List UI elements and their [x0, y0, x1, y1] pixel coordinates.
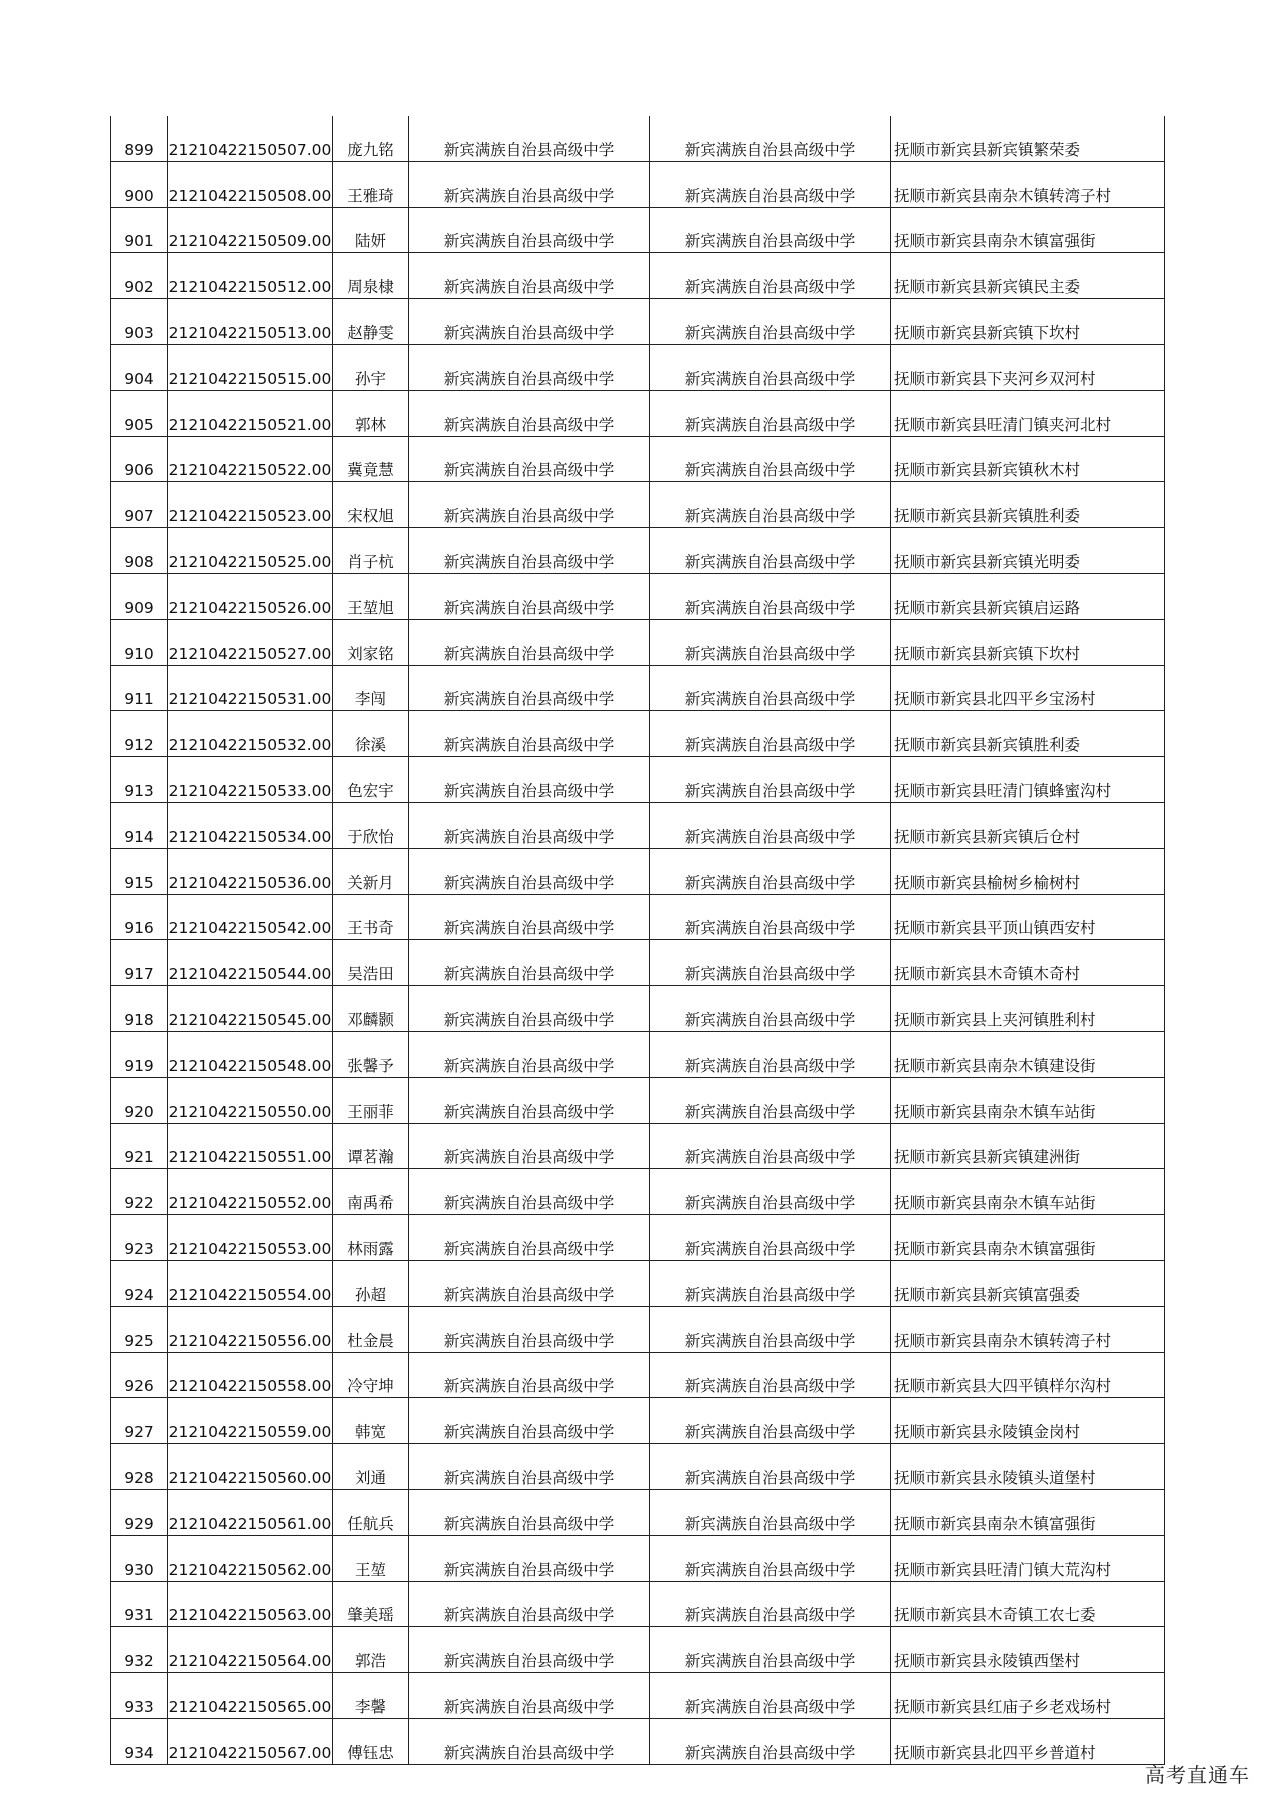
- cell-school: 新宾满族自治县高级中学: [409, 1718, 650, 1764]
- cell-name: 孙超: [333, 1260, 409, 1306]
- cell-exam-id: 21210422150544.00: [168, 940, 333, 986]
- cell-school-2: 新宾满族自治县高级中学: [650, 619, 891, 665]
- cell-seq: 921: [111, 1123, 168, 1169]
- cell-school: 新宾满族自治县高级中学: [409, 1077, 650, 1123]
- table-row: [111, 573, 1165, 619]
- cell-seq: 923: [111, 1215, 168, 1261]
- table-row: [111, 1352, 1165, 1398]
- cell-school-2: 新宾满族自治县高级中学: [650, 1718, 891, 1764]
- cell-name: 王书奇: [333, 894, 409, 940]
- cell-school-2: 新宾满族自治县高级中学: [650, 802, 891, 848]
- cell-name: 张馨予: [333, 1031, 409, 1077]
- table-row: [111, 1718, 1165, 1764]
- table-row: [111, 1306, 1165, 1352]
- cell-school: 新宾满族自治县高级中学: [409, 1673, 650, 1719]
- cell-name: 李馨: [333, 1673, 409, 1719]
- cell-school: 新宾满族自治县高级中学: [409, 1031, 650, 1077]
- cell-school-2: 新宾满族自治县高级中学: [650, 161, 891, 207]
- cell-seq: 928: [111, 1444, 168, 1490]
- cell-address: 抚顺市新宾县南杂木镇建设街: [891, 1031, 1165, 1077]
- cell-school: 新宾满族自治县高级中学: [409, 573, 650, 619]
- cell-name: 傅钰忠: [333, 1718, 409, 1764]
- cell-address: 抚顺市新宾县新宾镇富强委: [891, 1260, 1165, 1306]
- cell-school: 新宾满族自治县高级中学: [409, 986, 650, 1032]
- cell-school-2: 新宾满族自治县高级中学: [650, 1215, 891, 1261]
- cell-seq: 907: [111, 482, 168, 528]
- table-row: [111, 1169, 1165, 1215]
- cell-seq: 934: [111, 1718, 168, 1764]
- cell-school-2: 新宾满族自治县高级中学: [650, 1581, 891, 1627]
- cell-seq: 927: [111, 1398, 168, 1444]
- cell-seq: 926: [111, 1352, 168, 1398]
- cell-seq: 901: [111, 207, 168, 253]
- table-row: [111, 1398, 1165, 1444]
- cell-school-2: 新宾满族自治县高级中学: [650, 436, 891, 482]
- cell-exam-id: 21210422150565.00: [168, 1673, 333, 1719]
- table-row: [111, 1444, 1165, 1490]
- cell-seq: 924: [111, 1260, 168, 1306]
- cell-exam-id: 21210422150545.00: [168, 986, 333, 1032]
- cell-school: 新宾满族自治县高级中学: [409, 1444, 650, 1490]
- cell-exam-id: 21210422150531.00: [168, 665, 333, 711]
- cell-address: 抚顺市新宾县南杂木镇车站街: [891, 1169, 1165, 1215]
- cell-school: 新宾满族自治县高级中学: [409, 1581, 650, 1627]
- cell-school: 新宾满族自治县高级中学: [409, 116, 650, 161]
- cell-school-2: 新宾满族自治县高级中学: [650, 1260, 891, 1306]
- cell-address: 抚顺市新宾县新宾镇民主委: [891, 253, 1165, 299]
- cell-address: 抚顺市新宾县新宾镇下坎村: [891, 299, 1165, 345]
- cell-exam-id: 21210422150558.00: [168, 1352, 333, 1398]
- cell-school: 新宾满族自治县高级中学: [409, 1535, 650, 1581]
- cell-school: 新宾满族自治县高级中学: [409, 1398, 650, 1444]
- table-row: [111, 390, 1165, 436]
- table-row: [111, 1535, 1165, 1581]
- cell-seq: 905: [111, 390, 168, 436]
- cell-school-2: 新宾满族自治县高级中学: [650, 1673, 891, 1719]
- cell-name: 宋权旭: [333, 482, 409, 528]
- table-row: [111, 1260, 1165, 1306]
- cell-school-2: 新宾满族自治县高级中学: [650, 253, 891, 299]
- cell-seq: 917: [111, 940, 168, 986]
- cell-exam-id: 21210422150560.00: [168, 1444, 333, 1490]
- cell-address: 抚顺市新宾县红庙子乡老戏场村: [891, 1673, 1165, 1719]
- cell-name: 王丽菲: [333, 1077, 409, 1123]
- cell-school-2: 新宾满族自治县高级中学: [650, 1306, 891, 1352]
- cell-name: 孙宇: [333, 344, 409, 390]
- cell-school-2: 新宾满族自治县高级中学: [650, 1352, 891, 1398]
- cell-address: 抚顺市新宾县木奇镇木奇村: [891, 940, 1165, 986]
- cell-seq: 932: [111, 1627, 168, 1673]
- cell-address: 抚顺市新宾县南杂木镇富强街: [891, 1489, 1165, 1535]
- cell-address: 抚顺市新宾县上夹河镇胜利村: [891, 986, 1165, 1032]
- cell-school-2: 新宾满族自治县高级中学: [650, 482, 891, 528]
- cell-name: 徐溪: [333, 711, 409, 757]
- cell-school: 新宾满族自治县高级中学: [409, 1489, 650, 1535]
- cell-address: 抚顺市新宾县南杂木镇富强街: [891, 207, 1165, 253]
- cell-seq: 929: [111, 1489, 168, 1535]
- cell-name: 吴浩田: [333, 940, 409, 986]
- table-body: [111, 116, 1165, 1764]
- cell-seq: 910: [111, 619, 168, 665]
- cell-name: 王堃旭: [333, 573, 409, 619]
- cell-seq: 915: [111, 848, 168, 894]
- cell-name: 肇美瑶: [333, 1581, 409, 1627]
- table-row: [111, 299, 1165, 345]
- cell-school: 新宾满族自治县高级中学: [409, 1215, 650, 1261]
- cell-name: 庞九铭: [333, 116, 409, 161]
- cell-address: 抚顺市新宾县下夹河乡双河村: [891, 344, 1165, 390]
- cell-name: 邓麟颢: [333, 986, 409, 1032]
- cell-address: 抚顺市新宾县永陵镇西堡村: [891, 1627, 1165, 1673]
- cell-school: 新宾满族自治县高级中学: [409, 528, 650, 574]
- cell-name: 李闯: [333, 665, 409, 711]
- table-row: [111, 436, 1165, 482]
- cell-school: 新宾满族自治县高级中学: [409, 894, 650, 940]
- cell-name: 韩宽: [333, 1398, 409, 1444]
- table-row: [111, 1673, 1165, 1719]
- cell-school-2: 新宾满族自治县高级中学: [650, 986, 891, 1032]
- cell-seq: 912: [111, 711, 168, 757]
- cell-school-2: 新宾满族自治县高级中学: [650, 1077, 891, 1123]
- cell-address: 抚顺市新宾县木奇镇工农七委: [891, 1581, 1165, 1627]
- cell-school: 新宾满族自治县高级中学: [409, 665, 650, 711]
- cell-seq: 916: [111, 894, 168, 940]
- cell-address: 抚顺市新宾县大四平镇样尔沟村: [891, 1352, 1165, 1398]
- cell-school-2: 新宾满族自治县高级中学: [650, 757, 891, 803]
- cell-school: 新宾满族自治县高级中学: [409, 1627, 650, 1673]
- table-row: [111, 894, 1165, 940]
- cell-address: 抚顺市新宾县新宾镇繁荣委: [891, 116, 1165, 161]
- cell-exam-id: 21210422150522.00: [168, 436, 333, 482]
- table-row: [111, 344, 1165, 390]
- cell-seq: 913: [111, 757, 168, 803]
- cell-name: 刘通: [333, 1444, 409, 1490]
- cell-name: 郭林: [333, 390, 409, 436]
- cell-seq: 931: [111, 1581, 168, 1627]
- cell-address: 抚顺市新宾县北四平乡普道村: [891, 1718, 1165, 1764]
- cell-address: 抚顺市新宾县新宾镇建洲街: [891, 1123, 1165, 1169]
- table-row: [111, 161, 1165, 207]
- cell-school: 新宾满族自治县高级中学: [409, 711, 650, 757]
- cell-exam-id: 21210422150551.00: [168, 1123, 333, 1169]
- cell-seq: 925: [111, 1306, 168, 1352]
- cell-seq: 909: [111, 573, 168, 619]
- cell-school: 新宾满族自治县高级中学: [409, 390, 650, 436]
- cell-exam-id: 21210422150536.00: [168, 848, 333, 894]
- cell-name: 郭浩: [333, 1627, 409, 1673]
- cell-name: 冷守坤: [333, 1352, 409, 1398]
- cell-school-2: 新宾满族自治县高级中学: [650, 1169, 891, 1215]
- table-row: [111, 1123, 1165, 1169]
- table-row: [111, 1489, 1165, 1535]
- cell-school: 新宾满族自治县高级中学: [409, 161, 650, 207]
- cell-school-2: 新宾满族自治县高级中学: [650, 711, 891, 757]
- cell-address: 抚顺市新宾县旺清门镇大荒沟村: [891, 1535, 1165, 1581]
- cell-address: 抚顺市新宾县永陵镇金岗村: [891, 1398, 1165, 1444]
- cell-school: 新宾满族自治县高级中学: [409, 1123, 650, 1169]
- cell-school-2: 新宾满族自治县高级中学: [650, 940, 891, 986]
- cell-seq: 919: [111, 1031, 168, 1077]
- cell-exam-id: 21210422150552.00: [168, 1169, 333, 1215]
- table-row: [111, 848, 1165, 894]
- cell-school: 新宾满族自治县高级中学: [409, 436, 650, 482]
- table-row: [111, 207, 1165, 253]
- cell-exam-id: 21210422150542.00: [168, 894, 333, 940]
- table-row: [111, 711, 1165, 757]
- cell-address: 抚顺市新宾县新宾镇胜利委: [891, 711, 1165, 757]
- cell-exam-id: 21210422150515.00: [168, 344, 333, 390]
- table-row: [111, 1031, 1165, 1077]
- cell-exam-id: 21210422150567.00: [168, 1718, 333, 1764]
- cell-school-2: 新宾满族自治县高级中学: [650, 528, 891, 574]
- cell-name: 王堃: [333, 1535, 409, 1581]
- cell-address: 抚顺市新宾县新宾镇下坎村: [891, 619, 1165, 665]
- cell-address: 抚顺市新宾县南杂木镇转湾子村: [891, 161, 1165, 207]
- cell-exam-id: 21210422150554.00: [168, 1260, 333, 1306]
- cell-school: 新宾满族自治县高级中学: [409, 344, 650, 390]
- cell-school-2: 新宾满族自治县高级中学: [650, 1489, 891, 1535]
- table-row: [111, 253, 1165, 299]
- cell-school-2: 新宾满族自治县高级中学: [650, 573, 891, 619]
- cell-address: 抚顺市新宾县新宾镇胜利委: [891, 482, 1165, 528]
- cell-address: 抚顺市新宾县新宾镇光明委: [891, 528, 1165, 574]
- table-row: [111, 1627, 1165, 1673]
- cell-school: 新宾满族自治县高级中学: [409, 482, 650, 528]
- cell-seq: 902: [111, 253, 168, 299]
- cell-name: 色宏宇: [333, 757, 409, 803]
- cell-name: 周泉棣: [333, 253, 409, 299]
- cell-name: 谭茗瀚: [333, 1123, 409, 1169]
- cell-school: 新宾满族自治县高级中学: [409, 1260, 650, 1306]
- cell-exam-id: 21210422150553.00: [168, 1215, 333, 1261]
- cell-name: 王雅琦: [333, 161, 409, 207]
- cell-school-2: 新宾满族自治县高级中学: [650, 344, 891, 390]
- table-row: [111, 528, 1165, 574]
- cell-school: 新宾满族自治县高级中学: [409, 619, 650, 665]
- cell-school-2: 新宾满族自治县高级中学: [650, 116, 891, 161]
- cell-exam-id: 21210422150561.00: [168, 1489, 333, 1535]
- cell-name: 杜金晨: [333, 1306, 409, 1352]
- cell-exam-id: 21210422150562.00: [168, 1535, 333, 1581]
- cell-exam-id: 21210422150521.00: [168, 390, 333, 436]
- cell-school-2: 新宾满族自治县高级中学: [650, 1031, 891, 1077]
- cell-exam-id: 21210422150526.00: [168, 573, 333, 619]
- cell-school-2: 新宾满族自治县高级中学: [650, 299, 891, 345]
- cell-school-2: 新宾满族自治县高级中学: [650, 894, 891, 940]
- cell-school-2: 新宾满族自治县高级中学: [650, 1123, 891, 1169]
- cell-school-2: 新宾满族自治县高级中学: [650, 207, 891, 253]
- cell-address: 抚顺市新宾县新宾镇启运路: [891, 573, 1165, 619]
- cell-school: 新宾满族自治县高级中学: [409, 802, 650, 848]
- cell-address: 抚顺市新宾县平顶山镇西安村: [891, 894, 1165, 940]
- cell-seq: 899: [111, 116, 168, 161]
- cell-seq: 922: [111, 1169, 168, 1215]
- cell-exam-id: 21210422150548.00: [168, 1031, 333, 1077]
- cell-seq: 933: [111, 1673, 168, 1719]
- cell-school: 新宾满族自治县高级中学: [409, 940, 650, 986]
- cell-school: 新宾满族自治县高级中学: [409, 207, 650, 253]
- table-row: [111, 757, 1165, 803]
- cell-address: 抚顺市新宾县榆树乡榆树村: [891, 848, 1165, 894]
- cell-address: 抚顺市新宾县南杂木镇转湾子村: [891, 1306, 1165, 1352]
- cell-school: 新宾满族自治县高级中学: [409, 299, 650, 345]
- cell-exam-id: 21210422150564.00: [168, 1627, 333, 1673]
- cell-school: 新宾满族自治县高级中学: [409, 1306, 650, 1352]
- cell-seq: 908: [111, 528, 168, 574]
- cell-exam-id: 21210422150525.00: [168, 528, 333, 574]
- cell-address: 抚顺市新宾县永陵镇头道堡村: [891, 1444, 1165, 1490]
- cell-seq: 911: [111, 665, 168, 711]
- cell-address: 抚顺市新宾县南杂木镇富强街: [891, 1215, 1165, 1261]
- cell-exam-id: 21210422150527.00: [168, 619, 333, 665]
- table-row: [111, 482, 1165, 528]
- cell-exam-id: 21210422150559.00: [168, 1398, 333, 1444]
- cell-school: 新宾满族自治县高级中学: [409, 253, 650, 299]
- cell-name: 陆妍: [333, 207, 409, 253]
- cell-name: 赵静雯: [333, 299, 409, 345]
- cell-school-2: 新宾满族自治县高级中学: [650, 1398, 891, 1444]
- cell-exam-id: 21210422150556.00: [168, 1306, 333, 1352]
- cell-name: 冀竟慧: [333, 436, 409, 482]
- cell-address: 抚顺市新宾县北四平乡宝汤村: [891, 665, 1165, 711]
- cell-school: 新宾满族自治县高级中学: [409, 1352, 650, 1398]
- cell-name: 南禹希: [333, 1169, 409, 1215]
- cell-school: 新宾满族自治县高级中学: [409, 1169, 650, 1215]
- cell-name: 于欣怡: [333, 802, 409, 848]
- cell-address: 抚顺市新宾县新宾镇后仓村: [891, 802, 1165, 848]
- cell-exam-id: 21210422150509.00: [168, 207, 333, 253]
- table-row: [111, 940, 1165, 986]
- cell-address: 抚顺市新宾县新宾镇秋木村: [891, 436, 1165, 482]
- cell-exam-id: 21210422150550.00: [168, 1077, 333, 1123]
- cell-name: 任航兵: [333, 1489, 409, 1535]
- cell-school-2: 新宾满族自治县高级中学: [650, 1444, 891, 1490]
- table-row: [111, 1077, 1165, 1123]
- cell-school-2: 新宾满族自治县高级中学: [650, 848, 891, 894]
- cell-exam-id: 21210422150508.00: [168, 161, 333, 207]
- cell-school: 新宾满族自治县高级中学: [409, 848, 650, 894]
- cell-name: 关新月: [333, 848, 409, 894]
- cell-exam-id: 21210422150507.00: [168, 116, 333, 161]
- cell-exam-id: 21210422150563.00: [168, 1581, 333, 1627]
- cell-exam-id: 21210422150532.00: [168, 711, 333, 757]
- cell-school: 新宾满族自治县高级中学: [409, 757, 650, 803]
- table-row: [111, 116, 1165, 161]
- cell-address: 抚顺市新宾县旺清门镇夹河北村: [891, 390, 1165, 436]
- table-row: [111, 1581, 1165, 1627]
- cell-seq: 903: [111, 299, 168, 345]
- watermark-text: 高考直通车: [1145, 1763, 1250, 1787]
- cell-address: 抚顺市新宾县南杂木镇车站街: [891, 1077, 1165, 1123]
- cell-seq: 900: [111, 161, 168, 207]
- cell-exam-id: 21210422150513.00: [168, 299, 333, 345]
- cell-seq: 920: [111, 1077, 168, 1123]
- table-row: [111, 986, 1165, 1032]
- cell-name: 林雨露: [333, 1215, 409, 1261]
- cell-seq: 904: [111, 344, 168, 390]
- cell-exam-id: 21210422150523.00: [168, 482, 333, 528]
- table-row: [111, 1215, 1165, 1261]
- table-row: [111, 665, 1165, 711]
- cell-seq: 930: [111, 1535, 168, 1581]
- cell-seq: 918: [111, 986, 168, 1032]
- cell-school-2: 新宾满族自治县高级中学: [650, 1535, 891, 1581]
- cell-exam-id: 21210422150534.00: [168, 802, 333, 848]
- student-table: [110, 116, 1165, 1765]
- cell-exam-id: 21210422150533.00: [168, 757, 333, 803]
- cell-school-2: 新宾满族自治县高级中学: [650, 1627, 891, 1673]
- cell-seq: 914: [111, 802, 168, 848]
- table-row: [111, 619, 1165, 665]
- cell-school-2: 新宾满族自治县高级中学: [650, 665, 891, 711]
- table-row: [111, 802, 1165, 848]
- cell-address: 抚顺市新宾县旺清门镇蜂蜜沟村: [891, 757, 1165, 803]
- cell-seq: 906: [111, 436, 168, 482]
- cell-name: 肖子杭: [333, 528, 409, 574]
- cell-name: 刘家铭: [333, 619, 409, 665]
- cell-school-2: 新宾满族自治县高级中学: [650, 390, 891, 436]
- cell-exam-id: 21210422150512.00: [168, 253, 333, 299]
